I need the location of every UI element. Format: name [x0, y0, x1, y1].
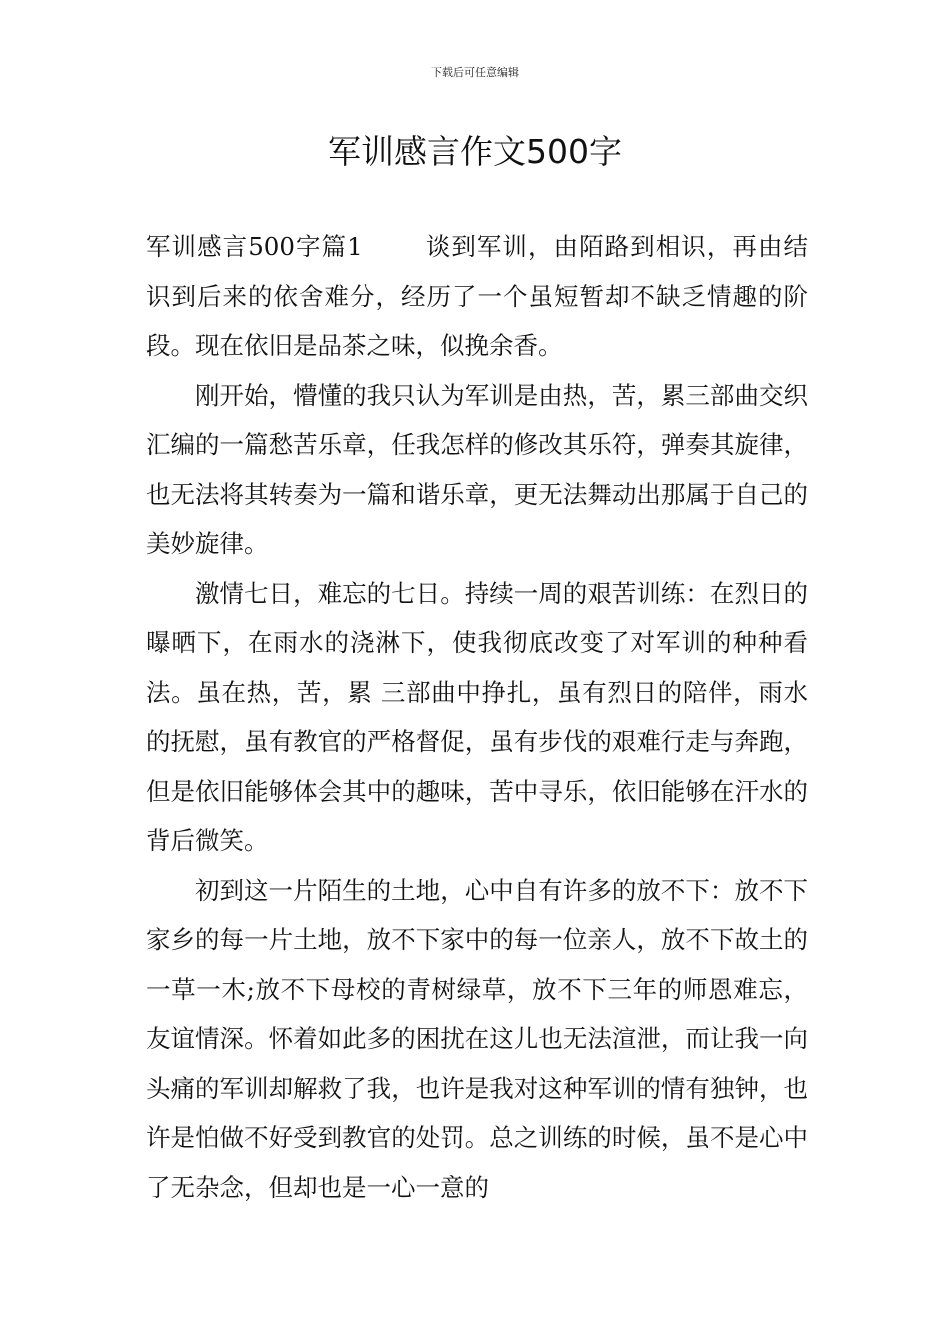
header-note: 下载后可任意编辑 [431, 66, 519, 79]
document-body [146, 222, 808, 1212]
paragraph-1-text: 谈到军训，由陌路到相识，再由结识到后来的依舍难分，经历了一个虽短暂却不缺乏情趣的阶段。现在依旧是品茶之味，似挽余香。 [146, 232, 808, 360]
paragraph-1 [146, 222, 808, 371]
document-title: 军训感言作文500字 [328, 132, 622, 171]
section-label: 军训感言500字篇1 [146, 232, 363, 261]
paragraph-2: 刚开始，懵懂的我只认为军训是由热，苦，累三部曲交织汇编的一篇愁苦乐章，任我怎样的修改其乐符，弹奏其旋律，也无法将其转奏为一篇和谐乐章，更无法舞动出那属于自己的美妙旋律。 [146, 380, 808, 558]
paragraph-4: 初到这一片陌生的土地，心中自有许多的放不下：放不下家乡的每一片土地，放不下家中的每一位亲人，放不下故土的一草一木;放不下母校的青树绿草，放不下三年的师恩难忘，友谊情深。怀着如此多的困扰在这儿也无法渲泄，而让我一向头痛的军训却解救了我，也许是我对这种军训的情有独钟，也许是怕做不好受到教官的处罚。总之训练的时候，虽不是心中了无杂念，但却也是一心一意的 [146, 875, 808, 1202]
paragraph-3: 激情七日，难忘的七日。持续一周的艰苦训练：在烈日的曝晒下，在雨水的浇淋下，使我彻底改变了对军训的种种看法。虽在热，苦，累 三部曲中挣扎，虽有烈日的陪伴，雨水的抚慰，虽有教官的严格督促，虽有步伐的艰难行走与奔跑，但是依旧能够体会其中的趣味，苦中寻乐，依旧能够在汗水的背后微笑。 [146, 578, 808, 855]
